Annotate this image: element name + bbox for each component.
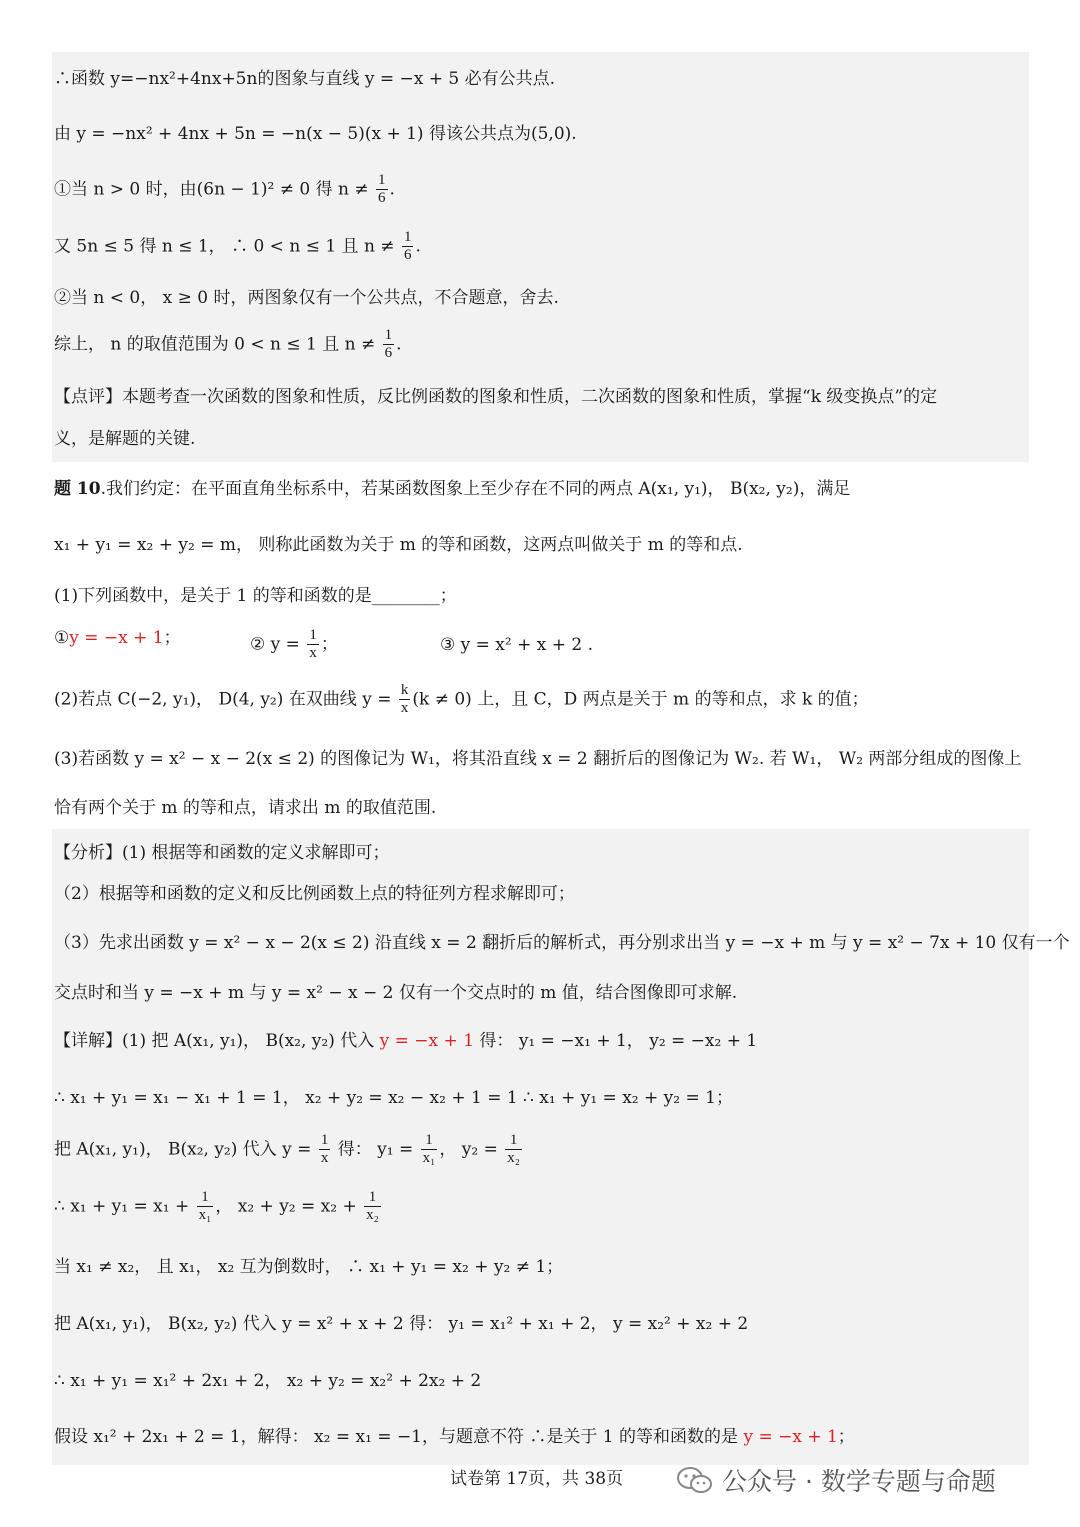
text-line: ∴函数 y=−nx²+4nx+5n的图象与直线 y = −x + 5 必有公共点. [54,69,556,89]
fraction: $\frac{1}{6}$ [403,229,412,264]
fraction: $\frac{k}{x}$ [400,682,409,717]
option-2: ② y = $\frac{1}{x}$ ； [250,627,338,662]
solution-line: 把 A(x₁, y₁)， B(x₂, y₂) 代入 y = $\frac{1}{x}$ 得： y₁ = $\frac{1}{\text{x₁}}$ ， y₂ = $\frac{1}{\text{x₂}}$ [54,1132,520,1167]
fraction: $\frac{1}{x}$ [309,627,317,662]
fraction: $\frac{1}{\text{x₁}}$ [198,1189,212,1224]
fraction: $\frac{1}{6}$ [378,172,386,207]
solution-line: ∴ x₁ + y₁ = x₁² + 2x₁ + 2， x₂ + y₂ = x₂² + 2x₂ + 2 [54,1371,482,1391]
analysis-line: 【分析】(1) 根据等和函数的定义求解即可； [54,843,390,863]
text-line: 综上， n 的取值范围为 0 < n ≤ 1 且 n ≠ $\frac{1}{6}$ . [54,327,402,362]
option-1-answer: y = −x + 1 [69,628,164,648]
watermark-text: 公众号 · 数学专题与命题 [722,1467,996,1496]
solution-line: 把 A(x₁, y₁)， B(x₂, y₂) 代入 y = x² + x + 2 得： y₁ = x₁² + x₁ + 2， y = x₂² + x₂ + 2 [54,1314,749,1334]
comment-line: 义，是解题的关键. [54,429,196,449]
text-line: ②当 n < 0， x ≥ 0 时，两图象仅有一个公共点，不合题意，舍去. [54,288,559,308]
answer-highlight: y = −x + 1 [379,1031,475,1051]
comment-line: 【点评】本题考查一次函数的图象和性质，反比例函数的图象和性质，二次函数的图象和性质，掌握“k 级变换点”的定 [54,387,938,407]
solution-line: 假设 x₁² + 2x₁ + 2 = 1，解得： x₂ = x₁ = −1，与题意不符 ∴是关于 1 的等和函数的是 y = −x + 1； [54,1427,855,1447]
wechat-icon [676,1465,714,1495]
question-line: (3)若函数 y = x² − x − 2(x ≤ 2) 的图像记为 W₁，将其沿直线 x = 2 翻折后的图像记为 W₂. 若 W₁， W₂ 两部分组成的图像上 [54,749,1022,769]
question-label: 题 10 [54,479,101,499]
question-line: 题 10.我们约定：在平面直角坐标系中，若某函数图象上至少存在不同的两点 A(x₁, y₁)， B(x₂, y₂)，满足 [54,479,851,499]
text-line: ①当 n > 0 时，由(6n − 1)² ≠ 0 得 n ≠ $\frac{1}{6}$ . [54,172,395,207]
solution-line: ∴ x₁ + y₁ = x₁ + $\frac{1}{\text{x₁}}$ ， x₂ + y₂ = x₂ + $\frac{1}{\text{x₂}}$ [54,1189,379,1224]
solution-line: 当 x₁ ≠ x₂， 且 x₁， x₂ 互为倒数时， ∴ x₁ + y₁ = x₂ + y₂ ≠ 1； [54,1257,564,1277]
analysis-line: 交点时和当 y = −x + m 与 y = x² − x − 2 仅有一个交点时的 m 值，结合图像即可求解. [54,983,738,1003]
options-line: ①y = −x + 1； [54,628,181,648]
question-line: 恰有两个关于 m 的等和点，请求出 m 的取值范围. [54,798,437,818]
analysis-line: （3）先求出函数 y = x² − x − 2(x ≤ 2) 沿直线 x = 2 翻折后的解析式，再分别求出当 y = −x + m 与 y = x² − 7x + 10 仅有一个 [54,933,1070,953]
question-line: (2)若点 C(−2, y₁)， D(4, y₂) 在双曲线 y = $\frac{k}{x}$ (k ≠ 0) 上，且 C，D 两点是关于 m 的等和点，求 k 的值； [54,682,869,717]
answer-highlight: y = −x + 1 [743,1427,838,1447]
watermark [676,1462,996,1498]
solution-line: 【详解】(1) 把 A(x₁, y₁)， B(x₂, y₂) 代入 y = −x + 1 得： y₁ = −x₁ + 1， y₂ = −x₂ + 1 [54,1031,758,1051]
fraction: $\frac{1}{6}$ [384,327,393,362]
text-line: 由 y = −nx² + 4nx + 5n = −n(x − 5)(x + 1) 得该公共点为(5,0). [54,124,577,144]
question-line: x₁ + y₁ = x₂ + y₂ = m， 则称此函数为关于 m 的等和函数，这两点叫做关于 m 的等和点. [54,535,743,555]
text-line: 又 5n ≤ 5 得 n ≤ 1， ∴ 0 < n ≤ 1 且 n ≠ $\frac{1}{6}$ . [54,229,421,264]
analysis-line: （2）根据等和函数的定义和反比例函数上点的特征列方程求解即可； [54,884,575,904]
page-footer: 试卷第 17页，共 38页 [450,1469,624,1489]
fraction: $\frac{1}{\text{x₂}}$ [507,1132,520,1167]
solution-line: ∴ x₁ + y₁ = x₁ − x₁ + 1 = 1， x₂ + y₂ = x₂ − x₂ + 1 = 1 ∴ x₁ + y₁ = x₂ + y₂ = 1； [54,1088,733,1108]
option-3: ③ y = x² + x + 2 . [440,635,594,655]
fraction: $\frac{1}{\text{x₂}}$ [366,1189,379,1224]
fraction: $\frac{1}{\text{x₁}}$ [422,1132,436,1167]
question-line: (1)下列函数中，是关于 1 的等和函数的是________； [54,586,457,606]
fraction: $\frac{1}{x}$ [320,1132,329,1167]
